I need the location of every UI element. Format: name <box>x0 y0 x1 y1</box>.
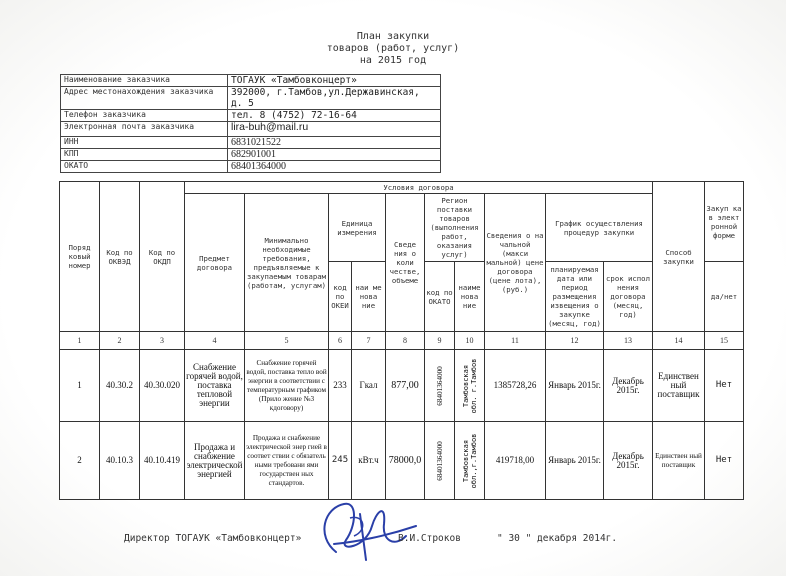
row-subject: Снабжение горячей водой, поставка тепловой энергии <box>185 350 245 422</box>
header-schedule-start: планируемая дата или период размещения извещения о закупке (месяц, год) <box>546 262 604 332</box>
row-okato-cell <box>425 422 455 500</box>
info-value: 68401364000 <box>228 161 441 173</box>
info-row <box>61 149 441 161</box>
row-method: Единствен ный поставщик <box>653 350 705 422</box>
header-unit: Единица измерения <box>329 194 386 262</box>
row-region: Тамбовская обл.,г.Тамбов <box>461 433 478 488</box>
column-number: 7 <box>352 332 386 350</box>
info-label: Телефон заказчика <box>61 110 228 122</box>
signature-image <box>306 496 426 562</box>
column-number: 9 <box>425 332 455 350</box>
header-subject: Предмет договора <box>185 194 245 332</box>
column-number: 4 <box>185 332 245 350</box>
row-okato: 68401364000 <box>435 440 444 481</box>
column-number: 12 <box>546 332 604 350</box>
info-row <box>61 87 441 110</box>
header-conditions: Условия договора <box>185 182 653 194</box>
row-quantity: 78000,0 <box>386 422 425 500</box>
info-row <box>61 122 441 137</box>
doc-title-line1: План закупки <box>356 31 430 42</box>
info-label: Наименование заказчика <box>61 75 228 87</box>
header-electronic-yn: да/нет <box>705 262 744 332</box>
row-unit-code: 233 <box>329 350 352 422</box>
row-region-cell <box>455 350 485 422</box>
row-subject: Продажа и снабжение электрической энергией <box>185 422 245 500</box>
row-region-cell <box>455 422 485 500</box>
row-num: 1 <box>60 350 100 422</box>
info-label: ОКАТО <box>61 161 228 173</box>
column-number-row <box>60 332 744 350</box>
header-schedule: График осуществления процедур закупки <box>546 194 653 262</box>
header-price: Сведения о на чальной (макси мальной) цене договора (цене лота), (руб.) <box>485 194 546 332</box>
info-row <box>61 110 441 122</box>
info-value: lira-buh@mail.ru <box>228 122 441 137</box>
address-line1: 392000, г.Тамбов,ул.Державинская, <box>231 87 420 98</box>
row-okato-cell <box>425 350 455 422</box>
column-number: 2 <box>100 332 140 350</box>
row-quantity: 877,00 <box>386 350 425 422</box>
row-requirements: Продажа и снабжение электрической энер гией в соответ ствии с обязатель ными требовани ями государствен ных стандартов. <box>245 422 329 500</box>
row-electronic: Нет <box>705 422 744 500</box>
column-number: 11 <box>485 332 546 350</box>
row-okved: 40.10.3 <box>100 422 140 500</box>
info-label: КПП <box>61 149 228 161</box>
row-price: 1385728,26 <box>485 350 546 422</box>
row-okved: 40.30.2 <box>100 350 140 422</box>
row-start: Январь 2015г. <box>546 350 604 422</box>
info-row <box>61 137 441 149</box>
header-unit-code: код по ОКЕИ <box>329 262 352 332</box>
row-method: Единствен ный поставщик <box>653 422 705 500</box>
info-label: Адрес местонахождения заказчика <box>61 87 228 110</box>
column-number: 13 <box>604 332 653 350</box>
footer-position: Директор ТОГАУК «Тамбовконцерт» <box>124 533 302 544</box>
info-value: тел. 8 (4752) 72-16-64 <box>228 110 441 122</box>
header-okved: Код по ОКВЭД <box>100 182 140 332</box>
row-okdp: 40.30.020 <box>140 350 185 422</box>
column-number: 6 <box>329 332 352 350</box>
column-number: 1 <box>60 332 100 350</box>
header-electronic: Закуп ка в элект ронной форме <box>705 182 744 262</box>
customer-info-table <box>60 74 441 173</box>
header-region: Регион поставки товаров (выполнения работ, оказания услуг) <box>425 194 485 262</box>
info-value <box>228 87 441 110</box>
header-method: Способ закупки <box>653 182 705 332</box>
doc-title-line3: на 2015 год <box>359 55 427 66</box>
row-unit-code: 245 <box>329 422 352 500</box>
row-okato: 68401364000 <box>435 365 444 406</box>
footer-name: В.И.Строков <box>398 533 461 544</box>
row-okdp: 40.10.419 <box>140 422 185 500</box>
info-label: Электронная почта заказчика <box>61 122 228 137</box>
row-start: Январь 2015г. <box>546 422 604 500</box>
row-requirements: Снабжение горячей водой, поставка тепло вой энергии в соответствии с температурным графиком (Прило жение №3 кдоговору) <box>245 350 329 422</box>
row-price: 419718,00 <box>485 422 546 500</box>
doc-title-line2: товаров (работ, услуг) <box>326 43 460 54</box>
info-row <box>61 161 441 173</box>
info-label: ИНН <box>61 137 228 149</box>
row-region: Тамбовская обл. г.Тамбов <box>461 358 478 413</box>
procurement-table <box>59 181 744 500</box>
info-value: ТОГАУК «Тамбовконцерт» <box>228 75 441 87</box>
header-okdp: Код по ОКДП <box>140 182 185 332</box>
footer-date: " 30 " декабря 2014г. <box>497 533 618 544</box>
info-row <box>61 75 441 87</box>
header-row-num: Поряд ковый номер <box>60 182 100 332</box>
row-end: Декабрь 2015г. <box>604 422 653 500</box>
row-unit-name: кВт.ч <box>352 422 386 500</box>
row-end: Декабрь 2015г. <box>604 350 653 422</box>
header-requirements: Минимально необходимые требования, предъявляемые к закупаемым товарам (работам, услугам) <box>245 194 329 332</box>
info-value: 682901001 <box>228 149 441 161</box>
table-row <box>60 422 744 500</box>
row-unit-name: Гкал <box>352 350 386 422</box>
row-electronic: Нет <box>705 350 744 422</box>
table-row <box>60 350 744 422</box>
address-line2: д. 5 <box>231 98 254 109</box>
column-number: 10 <box>455 332 485 350</box>
column-number: 3 <box>140 332 185 350</box>
row-num: 2 <box>60 422 100 500</box>
header-region-code: код по ОКАТО <box>425 262 455 332</box>
header-schedule-end: срок испол нения договора (месяц, год) <box>604 262 653 332</box>
column-number: 8 <box>386 332 425 350</box>
header-quantity: Сведе ния о коли честве, объеме <box>386 194 425 332</box>
column-number: 14 <box>653 332 705 350</box>
column-number: 15 <box>705 332 744 350</box>
column-number: 5 <box>245 332 329 350</box>
header-unit-name: наи ме нова ние <box>352 262 386 332</box>
header-region-name: наиме нова ние <box>455 262 485 332</box>
info-value: 6831021522 <box>228 137 441 149</box>
